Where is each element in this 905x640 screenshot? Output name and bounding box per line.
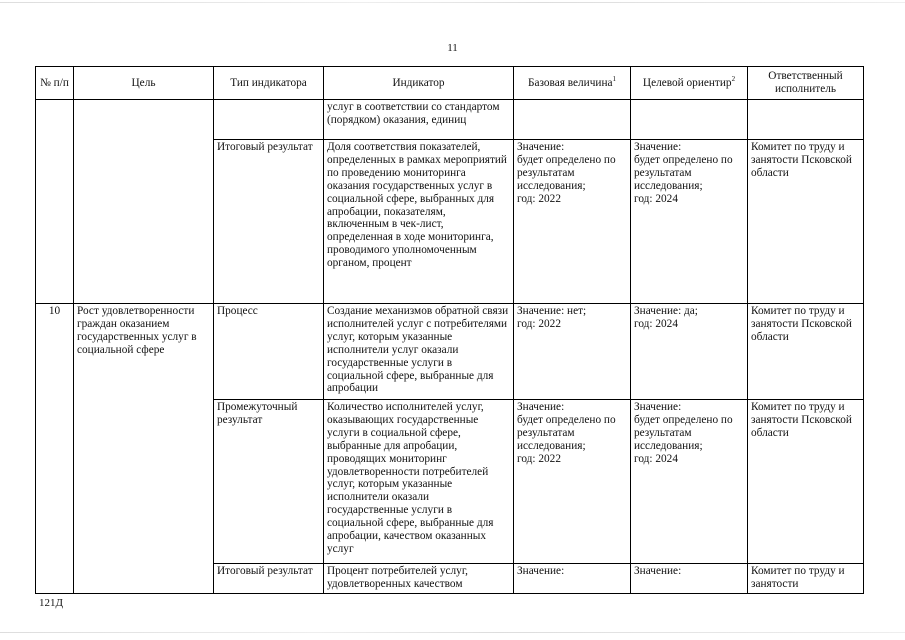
row-target [631, 100, 748, 140]
row-target [631, 304, 748, 400]
table-row [36, 100, 864, 140]
row-base [514, 304, 631, 400]
row-target [631, 140, 748, 304]
target-value: Значение: [634, 401, 682, 413]
header-target-footnote: 2 [731, 74, 736, 83]
scan-edge-top [0, 2, 905, 3]
row-target [631, 564, 748, 594]
row-responsible: Комитет по труду и занятости Псковской области [748, 140, 864, 304]
base-year: год: 2022 [517, 452, 561, 465]
base-value: Значение: [517, 401, 565, 413]
row-responsible: Комитет по труду и занятости [748, 564, 864, 594]
target-year: год: 2024 [634, 452, 678, 465]
header-base-label: Базовая величина [527, 76, 613, 89]
row-responsible: Комитет по труду и занятости Псковской области [748, 304, 864, 400]
row-indicator: услуг в соответствии со стандартом (порядком) оказания, единиц [324, 100, 514, 140]
header-goal: Цель [74, 67, 214, 100]
target-year: год: 2024 [634, 192, 678, 205]
base-value: Значение: [517, 141, 565, 153]
base-note: будет определено по результатам исследования; [517, 153, 616, 192]
row-base [514, 564, 631, 594]
header-responsible: Ответственный исполнитель [748, 67, 864, 100]
row-type: Итоговый результат [214, 564, 324, 594]
target-note: будет определено по результатам исследования; [634, 153, 733, 192]
header-indicator: Индикатор [324, 67, 514, 100]
row-type [214, 100, 324, 140]
target-value: Значение: [634, 565, 682, 577]
indicator-table [35, 66, 864, 594]
row-goal: Рост удовлетворенности граждан оказанием государственных услуг в социальной сфере [74, 304, 214, 594]
row-number [36, 100, 74, 304]
row-base [514, 100, 631, 140]
row-type: Промежуточный результат [214, 400, 324, 564]
target-year: год: 2024 [634, 317, 678, 330]
target-value: Значение: [634, 141, 682, 153]
header-target [631, 67, 748, 100]
base-note: будет определено по результатам исследования; [517, 413, 616, 452]
row-base [514, 140, 631, 304]
row-target [631, 400, 748, 564]
header-type: Тип индикатора [214, 67, 324, 100]
base-value: Значение: нет; [517, 305, 587, 317]
header-base [514, 67, 631, 100]
row-responsible [748, 100, 864, 140]
row-type: Итоговый результат [214, 140, 324, 304]
row-responsible: Комитет по труду и занятости Псковской области [748, 400, 864, 564]
row-type: Процесс [214, 304, 324, 400]
base-value: Значение: [517, 565, 565, 577]
document-code: 121Д [39, 597, 64, 609]
header-num: № п/п [36, 67, 74, 100]
table-row [36, 304, 864, 400]
row-goal [74, 100, 214, 304]
table-header-row [36, 67, 864, 100]
base-year: год: 2022 [517, 192, 561, 205]
row-base [514, 400, 631, 564]
target-note: будет определено по результатам исследования; [634, 413, 733, 452]
header-base-footnote: 1 [612, 74, 617, 83]
header-target-label: Целевой ориентир [642, 76, 732, 89]
row-indicator: Количество исполнителей услуг, оказывающих государственные услуги в социальной сфере, выбранные для апробации, проводящих мониторинг удовлетворенности потребителей услуг, которым указанные исполнители оказали государственные услуги в социальной сфере, выбранные для апробации, качеством оказанных услуг [324, 400, 514, 564]
row-indicator: Процент потребителей услуг, удовлетворенных качеством [324, 564, 514, 594]
page-number: 11 [447, 42, 458, 54]
row-number: 10 [36, 304, 74, 594]
scan-edge-bottom [0, 632, 905, 633]
row-indicator: Доля соответствия показателей, определенных в рамках мероприятий по проведению мониторинга оказания государственных услуг в социальной сфере, выбранных для апробации, показателям, включенным в чек-лист, определенная в ходе мониторинга, проводимого уполномоченным органом, процент [324, 140, 514, 304]
base-year: год: 2022 [517, 317, 561, 330]
row-indicator: Создание механизмов обратной связи исполнителей услуг с потребителями услуг, которым указанные исполнители услуг оказали государственные услуги в социальной сфере, выбранные для апробации [324, 304, 514, 400]
target-value: Значение: да; [634, 305, 698, 317]
